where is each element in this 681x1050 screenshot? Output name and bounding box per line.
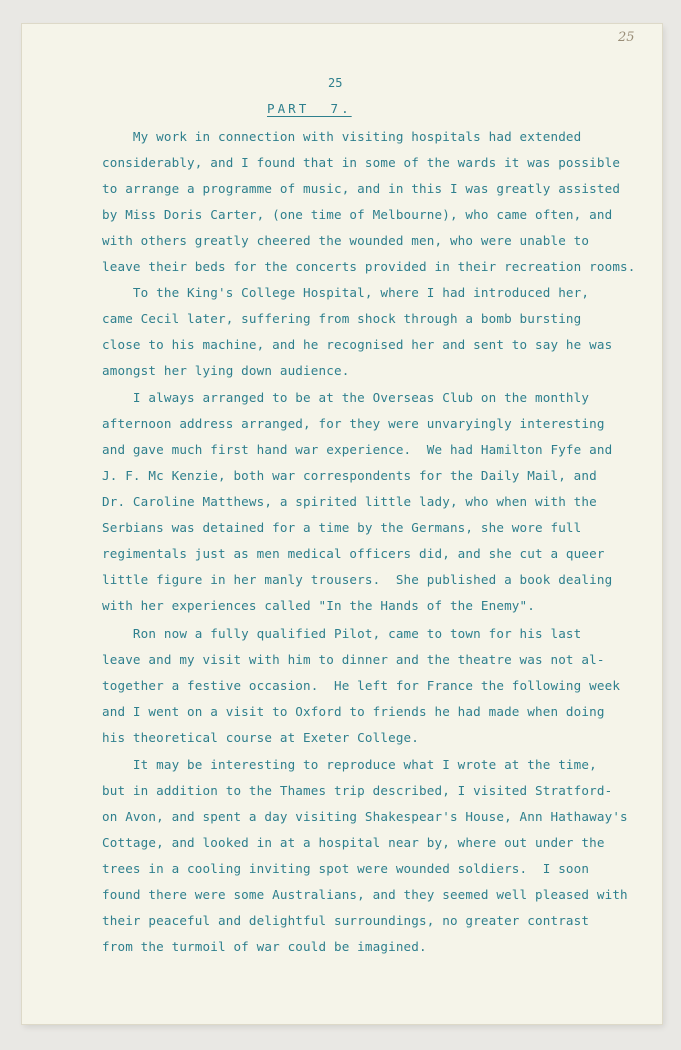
text-line: To the King's College Hospital, where I had introduced her, xyxy=(102,285,590,300)
handwritten-page-number: 25 xyxy=(618,30,635,45)
text-line: Serbians was detained for a time by the Germans, she wore full xyxy=(102,520,582,535)
text-line: little figure in her manly trousers. She published a book dealing xyxy=(102,572,613,587)
text-line: found there were some Australians, and they seemed well pleased with xyxy=(102,887,628,902)
page-number: 25 xyxy=(328,76,343,90)
text-line: trees in a cooling inviting spot were wounded soldiers. I soon xyxy=(102,861,590,876)
text-line: regimentals just as men medical officers did, and she cut a queer xyxy=(102,546,605,561)
text-line: his theoretical course at Exeter College. xyxy=(102,730,420,745)
text-line: amongst her lying down audience. xyxy=(102,363,350,378)
part-heading: PART 7. xyxy=(267,101,352,116)
text-line: on Avon, and spent a day visiting Shakespear's House, Ann Hathaway's xyxy=(102,809,628,824)
text-line: J. F. Mc Kenzie, both war correspondents for the Daily Mail, and xyxy=(102,468,597,483)
text-line: Ron now a fully qualified Pilot, came to town for his last xyxy=(102,626,582,641)
text-line: by Miss Doris Carter, (one time of Melbourne), who came often, and xyxy=(102,207,613,222)
text-line: considerably, and I found that in some of the wards it was possible xyxy=(102,155,621,170)
text-line: from the turmoil of war could be imagined. xyxy=(102,939,427,954)
text-line: It may be interesting to reproduce what I wrote at the time, xyxy=(102,757,597,772)
text-line: Cottage, and looked in at a hospital near by, where out under the xyxy=(102,835,605,850)
text-line: with her experiences called "In the Hands of the Enemy". xyxy=(102,598,535,613)
text-line: and gave much first hand war experience. We had Hamilton Fyfe and xyxy=(102,442,613,457)
text-line: afternoon address arranged, for they were unvaryingly interesting xyxy=(102,416,605,431)
text-line: with others greatly cheered the wounded men, who were unable to xyxy=(102,233,590,248)
text-line: came Cecil later, suffering from shock through a bomb bursting xyxy=(102,311,582,326)
text-line: My work in connection with visiting hospitals had extended xyxy=(102,129,582,144)
text-line: leave their beds for the concerts provided in their recreation rooms. xyxy=(102,259,636,274)
text-line: close to his machine, and he recognised her and sent to say he was xyxy=(102,337,613,352)
text-line: and I went on a visit to Oxford to friends he had made when doing xyxy=(102,704,605,719)
text-line: together a festive occasion. He left for France the following week xyxy=(102,678,621,693)
text-line: but in addition to the Thames trip described, I visited Stratford- xyxy=(102,783,613,798)
text-line: to arrange a programme of music, and in this I was greatly assisted xyxy=(102,181,621,196)
text-line: Dr. Caroline Matthews, a spirited little lady, who when with the xyxy=(102,494,597,509)
text-line: I always arranged to be at the Overseas Club on the monthly xyxy=(102,390,590,405)
document-page xyxy=(22,24,662,1024)
text-line: their peaceful and delightful surroundings, no greater contrast xyxy=(102,913,590,928)
text-line: leave and my visit with him to dinner and the theatre was not al- xyxy=(102,652,605,667)
